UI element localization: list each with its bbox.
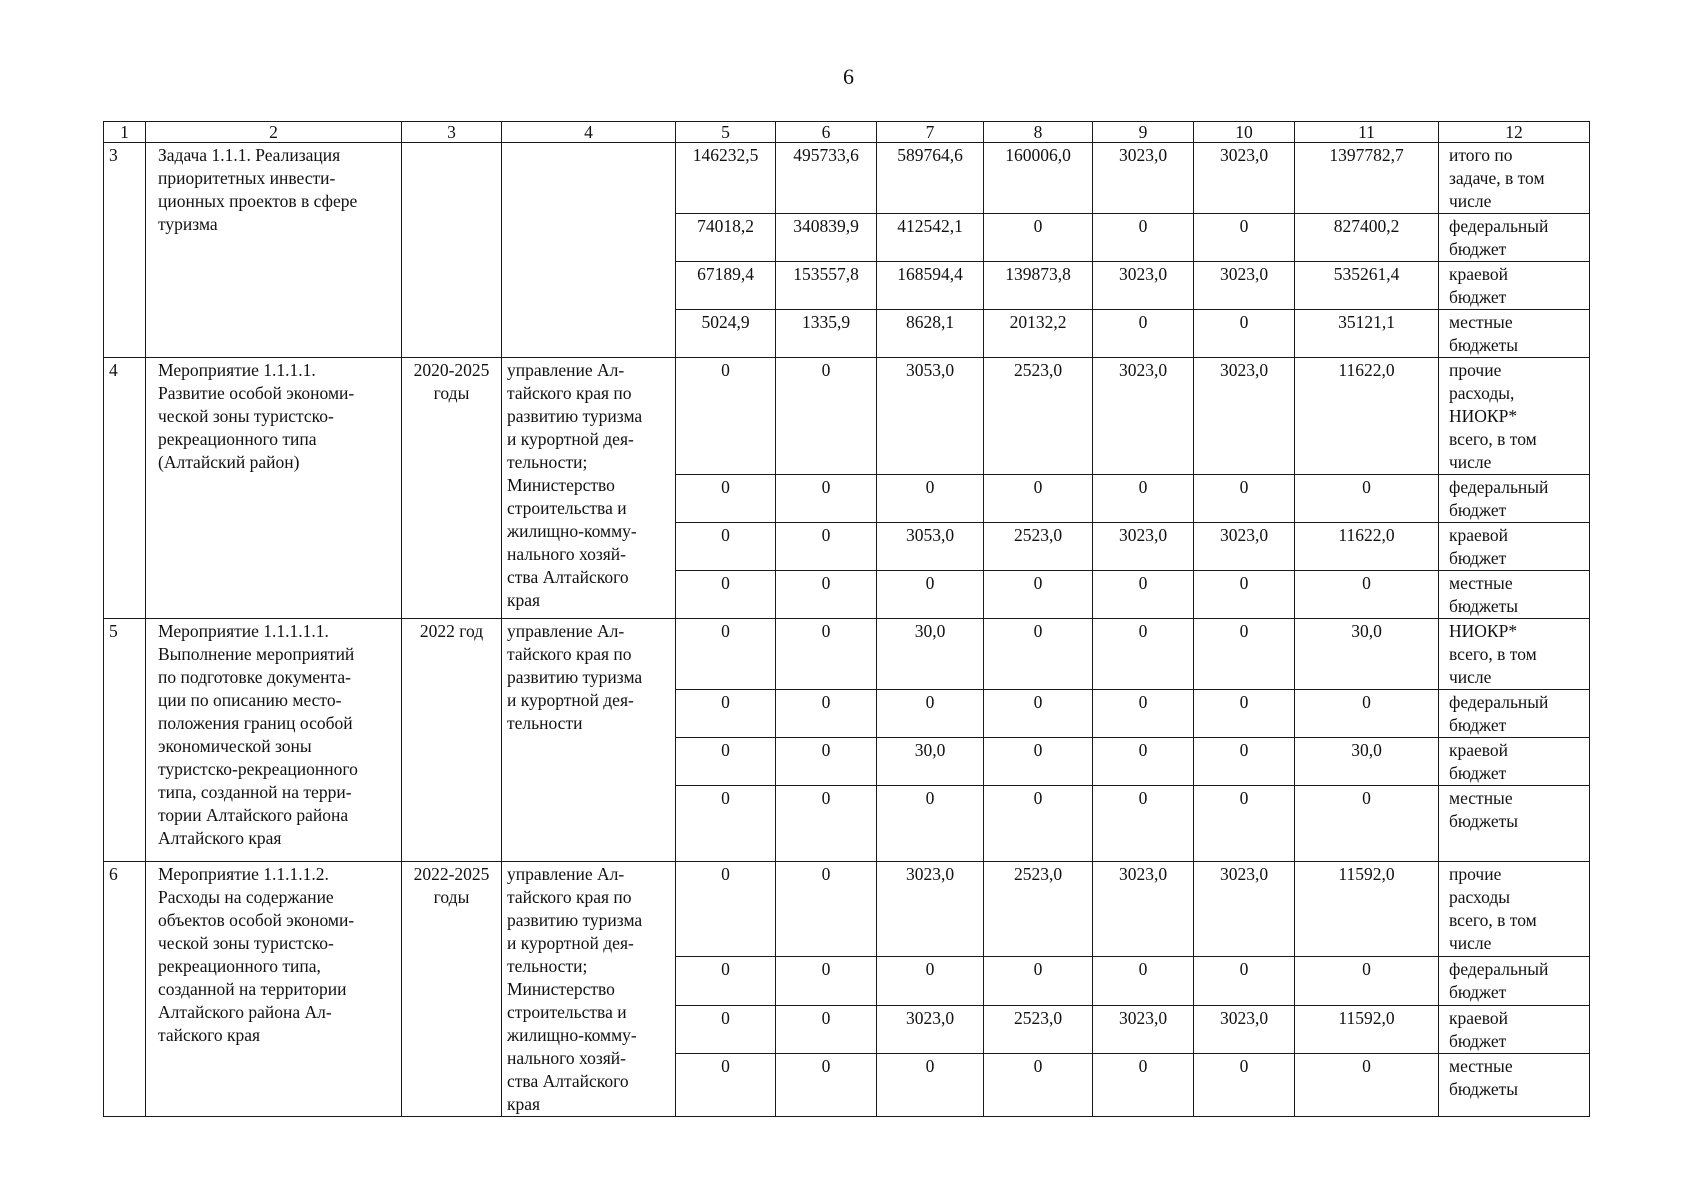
table-row: [104, 862, 1590, 957]
amount-cell: 30,0: [877, 619, 984, 690]
amount-cell: 30,0: [1295, 619, 1439, 690]
amount-cell: 0: [1093, 310, 1194, 358]
funding-source-cell: итого по задаче, в том числе: [1439, 143, 1590, 214]
amount-cell: 0: [676, 571, 776, 619]
amount-cell: 3053,0: [877, 523, 984, 571]
amount-cell: 1335,9: [776, 310, 877, 358]
amount-cell: 0: [1093, 957, 1194, 1006]
amount-cell: 0: [877, 786, 984, 862]
column-header: 4: [502, 122, 676, 143]
period-cell: 2020-2025 годы: [402, 358, 502, 619]
amount-cell: 0: [877, 690, 984, 738]
amount-cell: 0: [776, 475, 877, 523]
amount-cell: 67189,4: [676, 262, 776, 310]
amount-cell: 0: [676, 690, 776, 738]
column-header: 9: [1093, 122, 1194, 143]
amount-cell: 168594,4: [877, 262, 984, 310]
funding-source-cell: федеральный бюджет: [1439, 214, 1590, 262]
amount-cell: 0: [984, 475, 1093, 523]
table-row: [104, 358, 1590, 475]
amount-cell: 0: [1093, 571, 1194, 619]
period-cell: 2022-2025 годы: [402, 862, 502, 1117]
amount-cell: 3023,0: [877, 862, 984, 957]
amount-cell: 30,0: [1295, 738, 1439, 786]
amount-cell: 0: [1194, 1054, 1295, 1117]
amount-cell: 0: [984, 619, 1093, 690]
item-name-cell: Мероприятие 1.1.1.1.1. Выполнение мероприятий по подготовке документа- ции по описанию место- положения границ особой экономической зоны туристско-рекреационного типа, созданной на терри- тории Алтайского района Алтайского края: [146, 619, 402, 862]
funding-source-cell: краевой бюджет: [1439, 523, 1590, 571]
column-header: 12: [1439, 122, 1590, 143]
funding-source-cell: местные бюджеты: [1439, 786, 1590, 862]
amount-cell: 3023,0: [1194, 523, 1295, 571]
amount-cell: 0: [984, 786, 1093, 862]
amount-cell: 1397782,7: [1295, 143, 1439, 214]
amount-cell: 0: [1093, 690, 1194, 738]
funding-source-cell: федеральный бюджет: [1439, 957, 1590, 1006]
row-number-cell: 3: [104, 143, 146, 358]
amount-cell: 0: [1194, 786, 1295, 862]
amount-cell: 0: [1194, 690, 1295, 738]
column-header: 8: [984, 122, 1093, 143]
amount-cell: 3023,0: [1093, 523, 1194, 571]
funding-source-cell: местные бюджеты: [1439, 310, 1590, 358]
amount-cell: 0: [776, 786, 877, 862]
amount-cell: 0: [676, 1005, 776, 1054]
amount-cell: 0: [776, 1005, 877, 1054]
amount-cell: 0: [776, 358, 877, 475]
amount-cell: 74018,2: [676, 214, 776, 262]
amount-cell: 3023,0: [1093, 1005, 1194, 1054]
executor-cell: управление Ал- тайского края по развитию туризма и курортной дея- тельности: [502, 619, 676, 862]
amount-cell: 0: [776, 1054, 877, 1117]
table-body: [104, 122, 1590, 1117]
amount-cell: 3023,0: [1194, 262, 1295, 310]
amount-cell: 3023,0: [1194, 143, 1295, 214]
amount-cell: 20132,2: [984, 310, 1093, 358]
amount-cell: 0: [1194, 310, 1295, 358]
amount-cell: 0: [984, 571, 1093, 619]
amount-cell: 0: [676, 862, 776, 957]
executor-cell: управление Ал- тайского края по развитию туризма и курортной дея- тельности; Министерство строительства и жилищно-комму- нального хозяй- ства Алтайского края: [502, 358, 676, 619]
funding-source-cell: краевой бюджет: [1439, 1005, 1590, 1054]
amount-cell: 0: [776, 523, 877, 571]
funding-source-cell: краевой бюджет: [1439, 262, 1590, 310]
amount-cell: 0: [1194, 957, 1295, 1006]
amount-cell: 0: [1093, 786, 1194, 862]
amount-cell: 35121,1: [1295, 310, 1439, 358]
amount-cell: 827400,2: [1295, 214, 1439, 262]
column-header: 1: [104, 122, 146, 143]
amount-cell: 3023,0: [1194, 862, 1295, 957]
amount-cell: 0: [877, 475, 984, 523]
amount-cell: 0: [1295, 690, 1439, 738]
amount-cell: 3023,0: [1093, 862, 1194, 957]
column-header: 7: [877, 122, 984, 143]
column-header: 11: [1295, 122, 1439, 143]
amount-cell: 2523,0: [984, 358, 1093, 475]
period-cell: 2022 год: [402, 619, 502, 862]
amount-cell: 0: [1295, 957, 1439, 1006]
amount-cell: 11592,0: [1295, 1005, 1439, 1054]
column-header: 3: [402, 122, 502, 143]
amount-cell: 0: [776, 957, 877, 1006]
amount-cell: 3023,0: [1093, 358, 1194, 475]
amount-cell: 0: [984, 1054, 1093, 1117]
item-name-cell: Мероприятие 1.1.1.1. Развитие особой экономи- ческой зоны туристско- рекреационного типа (Алтайский район): [146, 358, 402, 619]
amount-cell: 30,0: [877, 738, 984, 786]
amount-cell: 5024,9: [676, 310, 776, 358]
column-header: 10: [1194, 122, 1295, 143]
amount-cell: 11622,0: [1295, 523, 1439, 571]
amount-cell: 0: [1295, 475, 1439, 523]
amount-cell: 0: [877, 957, 984, 1006]
amount-cell: 3023,0: [1093, 262, 1194, 310]
funding-source-cell: НИОКР* всего, в том числе: [1439, 619, 1590, 690]
amount-cell: 11622,0: [1295, 358, 1439, 475]
amount-cell: 589764,6: [877, 143, 984, 214]
amount-cell: 0: [1194, 619, 1295, 690]
amount-cell: 0: [676, 957, 776, 1006]
amount-cell: 0: [676, 1054, 776, 1117]
amount-cell: 0: [676, 475, 776, 523]
item-name-cell: Задача 1.1.1. Реализация приоритетных инвести- ционных проектов в сфере туризма: [146, 143, 402, 358]
amount-cell: 0: [1093, 738, 1194, 786]
amount-cell: 2523,0: [984, 1005, 1093, 1054]
amount-cell: 0: [1194, 475, 1295, 523]
budget-table: [103, 121, 1590, 1117]
row-number-cell: 4: [104, 358, 146, 619]
amount-cell: 495733,6: [776, 143, 877, 214]
amount-cell: 412542,1: [877, 214, 984, 262]
funding-source-cell: местные бюджеты: [1439, 571, 1590, 619]
table-row: [104, 143, 1590, 214]
amount-cell: 0: [776, 571, 877, 619]
executor-cell: управление Ал- тайского края по развитию туризма и курортной дея- тельности; Министерство строительства и жилищно-комму- нального хозяй- ства Алтайского края: [502, 862, 676, 1117]
funding-source-cell: федеральный бюджет: [1439, 475, 1590, 523]
amount-cell: 0: [676, 523, 776, 571]
amount-cell: 3023,0: [1194, 1005, 1295, 1054]
amount-cell: 0: [984, 690, 1093, 738]
amount-cell: 146232,5: [676, 143, 776, 214]
amount-cell: 160006,0: [984, 143, 1093, 214]
amount-cell: 0: [1295, 786, 1439, 862]
amount-cell: 3053,0: [877, 358, 984, 475]
item-name-cell: Мероприятие 1.1.1.1.2. Расходы на содержание объектов особой экономи- ческой зоны туристско- рекреационного типа, созданной на территории Алтайского района Ал- тайского края: [146, 862, 402, 1117]
row-number-cell: 5: [104, 619, 146, 862]
row-number-cell: 6: [104, 862, 146, 1117]
page-number: 6: [843, 64, 854, 89]
amount-cell: 340839,9: [776, 214, 877, 262]
amount-cell: 139873,8: [984, 262, 1093, 310]
amount-cell: 0: [1093, 214, 1194, 262]
amount-cell: 0: [984, 957, 1093, 1006]
amount-cell: 0: [1093, 619, 1194, 690]
amount-cell: 3023,0: [1093, 143, 1194, 214]
amount-cell: 11592,0: [1295, 862, 1439, 957]
amount-cell: 0: [776, 690, 877, 738]
executor-cell: [502, 143, 676, 358]
amount-cell: 0: [984, 738, 1093, 786]
amount-cell: 0: [676, 738, 776, 786]
amount-cell: 0: [1295, 571, 1439, 619]
amount-cell: 0: [984, 214, 1093, 262]
amount-cell: 8628,1: [877, 310, 984, 358]
amount-cell: 2523,0: [984, 862, 1093, 957]
column-number-row: [104, 122, 1590, 143]
funding-source-cell: местные бюджеты: [1439, 1054, 1590, 1117]
funding-source-cell: федеральный бюджет: [1439, 690, 1590, 738]
amount-cell: 0: [676, 786, 776, 862]
amount-cell: 3023,0: [1194, 358, 1295, 475]
amount-cell: 535261,4: [1295, 262, 1439, 310]
column-header: 5: [676, 122, 776, 143]
amount-cell: 0: [877, 571, 984, 619]
amount-cell: 0: [1194, 571, 1295, 619]
amount-cell: 0: [676, 619, 776, 690]
amount-cell: 2523,0: [984, 523, 1093, 571]
amount-cell: 0: [1093, 475, 1194, 523]
amount-cell: 0: [1194, 214, 1295, 262]
column-header: 6: [776, 122, 877, 143]
funding-source-cell: прочие расходы всего, в том числе: [1439, 862, 1590, 957]
amount-cell: 0: [1093, 1054, 1194, 1117]
column-header: 2: [146, 122, 402, 143]
amount-cell: 0: [776, 862, 877, 957]
funding-source-cell: краевой бюджет: [1439, 738, 1590, 786]
period-cell: [402, 143, 502, 358]
table-row: [104, 619, 1590, 690]
amount-cell: 0: [776, 619, 877, 690]
funding-source-cell: прочие расходы, НИОКР* всего, в том числе: [1439, 358, 1590, 475]
amount-cell: 0: [776, 738, 877, 786]
amount-cell: 3023,0: [877, 1005, 984, 1054]
amount-cell: 0: [1295, 1054, 1439, 1117]
amount-cell: 0: [676, 358, 776, 475]
amount-cell: 0: [1194, 738, 1295, 786]
amount-cell: 153557,8: [776, 262, 877, 310]
amount-cell: 0: [877, 1054, 984, 1117]
